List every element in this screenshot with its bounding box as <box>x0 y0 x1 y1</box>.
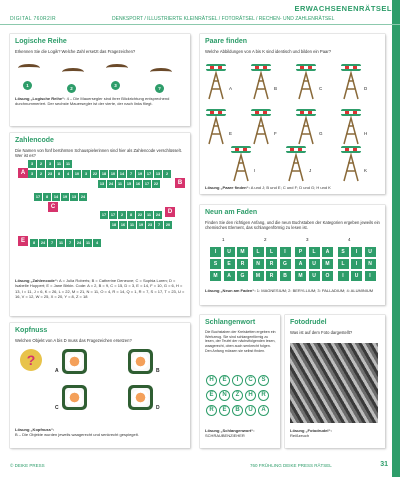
panel-schlangenwort <box>200 315 280 448</box>
code-cell: 8 <box>55 170 63 178</box>
letter-circle: R <box>206 405 217 416</box>
letter-cell: L <box>266 247 277 257</box>
column-number: 1 <box>222 237 225 242</box>
letter-cell: L <box>253 247 264 257</box>
panel-logische-reihe <box>10 34 190 126</box>
tower-legs-icon <box>250 116 272 146</box>
tower-image <box>205 64 227 99</box>
letter-circle: S <box>258 375 269 386</box>
option-label: C <box>55 405 59 411</box>
tower-legs-icon <box>340 153 362 183</box>
code-cell: 18 <box>111 223 117 227</box>
sushi-image <box>62 349 87 374</box>
letter-cell: M <box>295 271 306 281</box>
tower-legs-icon <box>205 71 227 101</box>
solution-text: Lösung „Kopfnuss“: B – Die Objekte wurden jeweils waagerecht und senkrecht gespiegelt. <box>15 427 139 438</box>
letter-cell: I <box>280 247 291 257</box>
question-mark-icon: ? <box>20 349 42 371</box>
letter-cell: O <box>322 271 333 281</box>
panel-neun-am-faden <box>200 205 385 305</box>
letter-cell: S <box>338 247 349 257</box>
letter-cell: R <box>266 271 277 281</box>
code-cell: 18 <box>101 172 107 176</box>
sign-icon <box>231 146 251 153</box>
code-cell: 13 <box>155 172 161 176</box>
footer-copyright: © DEIKE PRESS <box>10 463 45 468</box>
code-cell: 3 <box>82 170 90 178</box>
code-cell: 11 <box>65 162 70 166</box>
letter-circle: H <box>245 390 256 401</box>
panel-paare-finden <box>200 34 385 194</box>
letter-circle: I <box>232 375 243 386</box>
sign-icon <box>341 64 361 71</box>
panel-question: Die Namen von fünf berühmten Schauspielerinnen sind hier als Zahlencode verschlüsselt. Wer ist es? <box>15 148 182 159</box>
code-cell: 19 <box>137 172 143 176</box>
code-row <box>28 170 172 178</box>
code-cell: 14 <box>53 195 59 199</box>
letter-cell: L <box>338 259 349 269</box>
letter-cell: A <box>224 271 235 281</box>
letter-cell: U <box>365 247 376 257</box>
tower-label: A <box>229 86 233 91</box>
tower-label: D <box>364 86 368 91</box>
letter-cell: P <box>295 247 306 257</box>
footer-publication: 760 FRÜHLING DEIKE PRESS RÄTSEL <box>250 463 332 468</box>
code-cell: 10 <box>110 172 116 176</box>
code-cell: 24 <box>76 241 82 245</box>
sushi-image <box>62 385 87 410</box>
panel-title: Paare finden <box>205 38 248 45</box>
code-cell: 16 <box>120 223 126 227</box>
option-label: D <box>156 405 160 411</box>
option-label: B <box>156 368 160 374</box>
code-cell: 23 <box>47 172 53 176</box>
code-cell: 7 <box>127 170 135 178</box>
code-cell: 24 <box>40 241 46 245</box>
code-cell: 17 <box>110 213 116 217</box>
code-cell: 7 <box>155 221 163 229</box>
letter-cell: I <box>210 247 221 257</box>
sign-icon <box>296 64 316 71</box>
letter-cell: M <box>322 259 333 269</box>
tower-label: J <box>309 168 312 173</box>
header-rule <box>0 24 400 25</box>
column-number: 2 <box>264 237 267 242</box>
letter-circle: U <box>245 405 256 416</box>
code-row <box>30 239 102 247</box>
tower-label: K <box>364 168 368 173</box>
letter-circle: B <box>232 405 243 416</box>
page-side-bar <box>392 0 400 477</box>
code-cell: 11 <box>117 182 122 186</box>
code-row <box>110 221 173 229</box>
solution-text: Lösung „Schlangenwort“: SCHRAUBENZIEHER <box>205 428 255 439</box>
code-cell: 3 <box>46 160 54 168</box>
letter-cell: I <box>365 271 376 281</box>
swallow-image <box>18 64 40 72</box>
letter-circle: H <box>206 375 217 386</box>
page-number: 31 <box>380 461 388 468</box>
column-number: 4 <box>348 237 351 242</box>
code-label: B <box>175 178 185 188</box>
panel-question: Welchen Objekt von A bis D muss das Fragezeichen ersetzen? <box>15 338 132 343</box>
page-title: ERWACHSENENRÄTSEL <box>294 4 392 13</box>
tower-label: E <box>229 131 233 136</box>
code-cell: 2 <box>37 170 45 178</box>
swallow-image <box>150 68 172 76</box>
letter-circle: A <box>258 405 269 416</box>
code-cell: 4 <box>93 239 101 247</box>
sequence-number: 2 <box>67 84 76 93</box>
letter-circle: N <box>219 390 230 401</box>
code-row <box>34 193 88 201</box>
letter-circle: E <box>219 405 230 416</box>
tower-label: C <box>319 86 323 91</box>
code-cell: 8 <box>127 211 135 219</box>
code-cell: 3 <box>28 160 36 168</box>
code-label: A <box>18 168 28 178</box>
letter-cell: B <box>280 271 291 281</box>
code-cell: 7 <box>66 239 74 247</box>
code-cell: 13 <box>99 182 105 186</box>
letter-cell: A <box>322 247 333 257</box>
code-cell: 22 <box>137 213 143 217</box>
code-label: E <box>18 236 28 246</box>
panel-title: Zahlencode <box>15 137 54 144</box>
sequence-number: ? <box>155 84 164 93</box>
code-cell: 17 <box>35 195 41 199</box>
code-cell: 8 <box>43 193 51 201</box>
code-cell: 2 <box>163 170 171 178</box>
photo-image <box>290 343 378 423</box>
code-cell: 13 <box>71 195 77 199</box>
code-cell: 10 <box>74 172 80 176</box>
panel-title: Schlangenwort <box>205 319 256 326</box>
letter-cell: U <box>224 247 235 257</box>
tower-image <box>285 146 307 181</box>
tower-image <box>295 64 317 99</box>
tower-image <box>340 109 362 144</box>
letter-cell: M <box>237 247 248 257</box>
code-label: C <box>48 202 58 212</box>
code-cell: 11 <box>146 213 151 217</box>
letter-cell: M <box>210 271 221 281</box>
code-cell: 14 <box>119 172 125 176</box>
code-cell: 16 <box>135 182 141 186</box>
solution-text: Lösung „Fotodrudel“: Reißzeuch <box>290 428 332 439</box>
tower-image <box>340 146 362 181</box>
sign-icon <box>251 64 271 71</box>
tower-legs-icon <box>295 116 317 146</box>
letter-circle: R <box>258 390 269 401</box>
tower-legs-icon <box>205 116 227 146</box>
letter-cell: R <box>237 259 248 269</box>
panel-question: Die Buchstaben der Kreisketten ergeben ein Werkzeug. Sie sind schlangenförmig zu lesen, der Teufel der nächstfolgenden lesen, waagerecht, oben auch senkrecht folgen. Den Anfang müssen sie selbst finden. <box>205 330 276 353</box>
tower-label: I <box>254 168 256 173</box>
code-cell: 2 <box>37 160 45 168</box>
letter-cell: L <box>309 247 320 257</box>
tower-image <box>295 109 317 144</box>
sign-icon <box>206 64 226 71</box>
option-label: A <box>55 368 59 374</box>
code-cell: 8 <box>30 239 38 247</box>
letter-cell: I <box>351 247 362 257</box>
code-cell: 17 <box>101 213 107 217</box>
tower-label: F <box>274 131 277 136</box>
tower-image <box>340 64 362 99</box>
letter-cell: U <box>309 271 320 281</box>
tower-legs-icon <box>250 71 272 101</box>
sequence-number: 1 <box>23 81 32 90</box>
code-cell: 2 <box>118 211 126 219</box>
code-cell: 17 <box>144 182 150 186</box>
panel-question: Welche Abbildungen von A bis K sind identisch und bilden ein Paar? <box>205 49 332 54</box>
code-row <box>100 211 163 219</box>
letter-circle: Z <box>232 390 243 401</box>
letter-cell: N <box>253 259 264 269</box>
panel-question: Was ist auf dem Foto dargestellt? <box>290 330 353 335</box>
tower-legs-icon <box>340 71 362 101</box>
letter-cell: G <box>237 271 248 281</box>
column-number: 3 <box>306 237 309 242</box>
sign-icon <box>341 146 361 153</box>
code-cell: 15 <box>126 182 132 186</box>
code-cell: 7 <box>48 239 56 247</box>
swallow-image <box>62 68 84 76</box>
letter-cell: U <box>351 271 362 281</box>
panel-zahlencode <box>10 133 190 316</box>
tower-legs-icon <box>230 153 252 183</box>
code-cell: 11 <box>85 241 90 245</box>
code-row <box>28 160 73 168</box>
tower-legs-icon <box>285 153 307 183</box>
sign-icon <box>251 109 271 116</box>
sign-icon <box>206 109 226 116</box>
code-cell: 4 <box>64 170 72 178</box>
code-cell: 24 <box>80 195 86 199</box>
code-cell: 24 <box>108 182 114 186</box>
tower-image <box>250 109 272 144</box>
code-cell: 23 <box>147 223 153 227</box>
code-cell: 22 <box>153 182 159 186</box>
code-cell: 22 <box>92 172 98 176</box>
swallow-image <box>106 64 128 72</box>
code-cell: 11 <box>129 223 134 227</box>
code-cell: 20 <box>165 223 171 227</box>
sign-icon <box>296 109 316 116</box>
sign-icon <box>286 146 306 153</box>
code-row <box>98 180 161 188</box>
letter-cell: N <box>365 259 376 269</box>
code-cell: 19 <box>62 195 68 199</box>
letter-circle: C <box>245 375 256 386</box>
code-cell: 17 <box>146 172 152 176</box>
panel-title: Neun am Faden <box>205 209 258 216</box>
header-code: DIGITAL 760R2IR <box>10 16 57 22</box>
panel-title: Fotodrudel <box>290 319 327 326</box>
panel-kopfnuss <box>10 323 190 448</box>
letter-cell: E <box>224 259 235 269</box>
panel-title: Kopfnuss <box>15 327 48 334</box>
panel-question: Finden Sie den richtigen Anfang, und die neun Buchstaben der Kategorien ergeben jeweils ein chemisches Element, das schlangenförmig zu lesen ist. <box>205 220 380 231</box>
tower-image <box>250 64 272 99</box>
letter-cell: M <box>253 271 264 281</box>
letter-circle: E <box>219 375 230 386</box>
tower-label: G <box>319 131 323 136</box>
panel-fotodrudel <box>285 315 385 448</box>
code-cell: 19 <box>138 223 144 227</box>
tower-legs-icon <box>295 71 317 101</box>
sequence-number: 3 <box>111 81 120 90</box>
code-cell: 3 <box>28 170 36 178</box>
sushi-image <box>128 385 153 410</box>
tower-legs-icon <box>340 116 362 146</box>
letter-circle: E <box>206 390 217 401</box>
tower-image <box>230 146 252 181</box>
tower-image <box>205 109 227 144</box>
code-cell: 11 <box>56 162 61 166</box>
sushi-image <box>128 349 153 374</box>
tower-label: H <box>364 131 368 136</box>
letter-cell: I <box>338 271 349 281</box>
solution-text: Lösung „Zahlencode“: A = Julia Roberts; B = Catherine Deneuve; C = Sophia Loren; D = Isabelle Huppert; E = Jane Birkin. Code: A = 2, B = 9, C = 15, D = 3, E = 14, F = 10, G = 6, H = 13, I = 11, J = 6, K = 26, L = 22, M = 21, N = 11, O = 4, R = 14, Q = 1, R = 7, S = 17, T = 23, U = 16, V = 12, W = 25, X = 20, Y = 8, Z = 18 <box>15 278 185 300</box>
header-categories: DENKSPORT / ILLUSTRIERTE KLEINRÄTSEL / FOTORÄTSEL / RECHEN- UND ZAHLENRÄTSEL <box>112 16 335 22</box>
solution-text: Lösung „Logische Reihe“: 4 – Die Mauersegler sind ihrer Blickrichtung entsprechend durchnummeriert. Der sechste Mauersegler ist der vierte, der nach links fliegt. <box>15 96 170 107</box>
letter-cell: G <box>280 259 291 269</box>
letter-cell: A <box>295 259 306 269</box>
code-cell: 24 <box>155 213 161 217</box>
letter-cell: S <box>210 259 221 269</box>
panel-title: Logische Reihe <box>15 38 67 45</box>
solution-text: Lösung „Paare finden“: A und J; B und E; C und F; D und G; H und K <box>205 185 331 190</box>
tower-label: B <box>274 86 278 91</box>
letter-cell: I <box>351 259 362 269</box>
solution-text: Lösung „Neun am Faden“: 1: MAGNESIUM; 2: BERYLLIUM; 3: PALLADIUM; 4: ALUMINIUM <box>205 288 374 293</box>
letter-cell: R <box>266 259 277 269</box>
sign-icon <box>341 109 361 116</box>
letter-cell: U <box>309 259 320 269</box>
code-cell: 11 <box>58 241 63 245</box>
code-label: D <box>165 207 175 217</box>
panel-question: Erkennen Sie die Logik? Welche Zahl ersetzt das Fragezeichen? <box>15 49 136 54</box>
